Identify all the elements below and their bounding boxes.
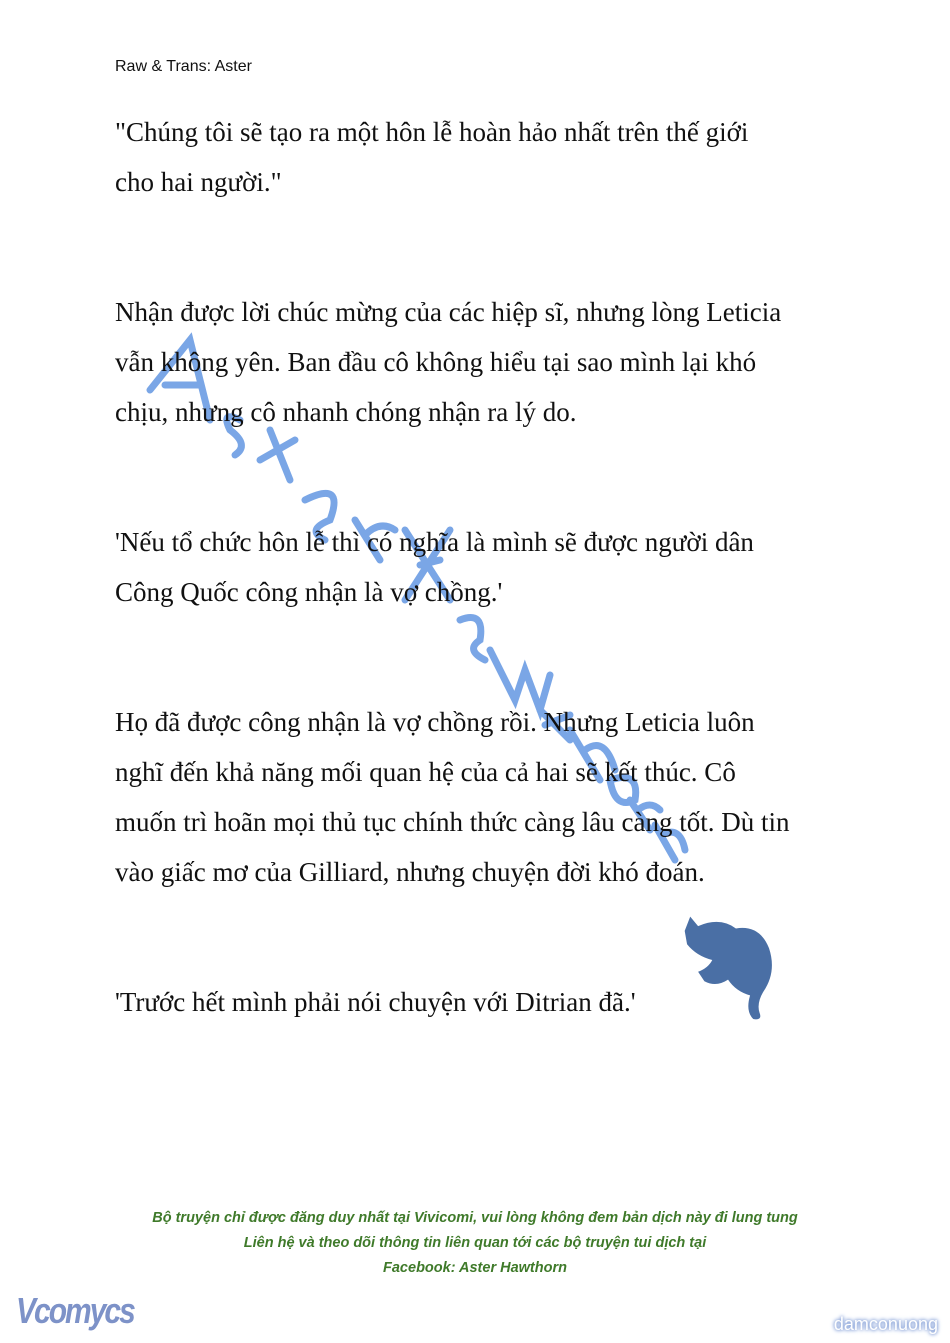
text-line: "Chúng tôi sẽ tạo ra một hôn lễ hoàn hảo nhất trên thế giới bbox=[115, 117, 749, 147]
text-line: nghĩ đến khả năng mối quan hệ của cả hai sẽ kết thúc. Cô bbox=[115, 757, 736, 787]
footer-contact: Liên hệ và theo dõi thông tin liên quan tới các bộ truyện tui dịch tại bbox=[243, 1235, 707, 1251]
text-line: vẫn không yên. Ban đầu cô không hiểu tại sao mình lại khó bbox=[115, 347, 757, 377]
text-line: 'Trước hết mình phải nói chuyện với Ditrian đã.' bbox=[115, 987, 636, 1017]
vcomycs-logo: Vcomycs bbox=[16, 1291, 134, 1332]
text-line: 'Nếu tổ chức hôn lễ thì có nghĩa là mình sẽ được người dân bbox=[115, 527, 754, 557]
damconuong-logo: damconuong bbox=[833, 1314, 938, 1334]
text-line: Nhận được lời chúc mừng của các hiệp sĩ, nhưng lòng Leticia bbox=[115, 297, 782, 327]
footer-notice: Bộ truyện chỉ được đăng duy nhất tại Vivicomi, vui lòng không đem bản dịch này đi lung tung bbox=[152, 1210, 798, 1226]
text-line: muốn trì hoãn mọi thủ tục chính thức càng lâu càng tốt. Dù tin bbox=[115, 807, 790, 837]
text-line: Họ đã được công nhận là vợ chồng rồi. Nhưng Leticia luôn bbox=[115, 707, 755, 737]
text-line: chịu, nhưng cô nhanh chóng nhận ra lý do. bbox=[115, 397, 577, 427]
text-line: vào giấc mơ của Gilliard, nhưng chuyện đời khó đoán. bbox=[115, 857, 705, 887]
footer-facebook: Facebook: Aster Hawthorn bbox=[383, 1260, 567, 1276]
cat-silhouette-icon bbox=[680, 893, 780, 1028]
text-line: cho hai người." bbox=[115, 167, 282, 197]
page-header: Raw & Trans: Aster bbox=[115, 58, 252, 75]
text-line: Công Quốc công nhận là vợ chồng.' bbox=[115, 577, 503, 607]
